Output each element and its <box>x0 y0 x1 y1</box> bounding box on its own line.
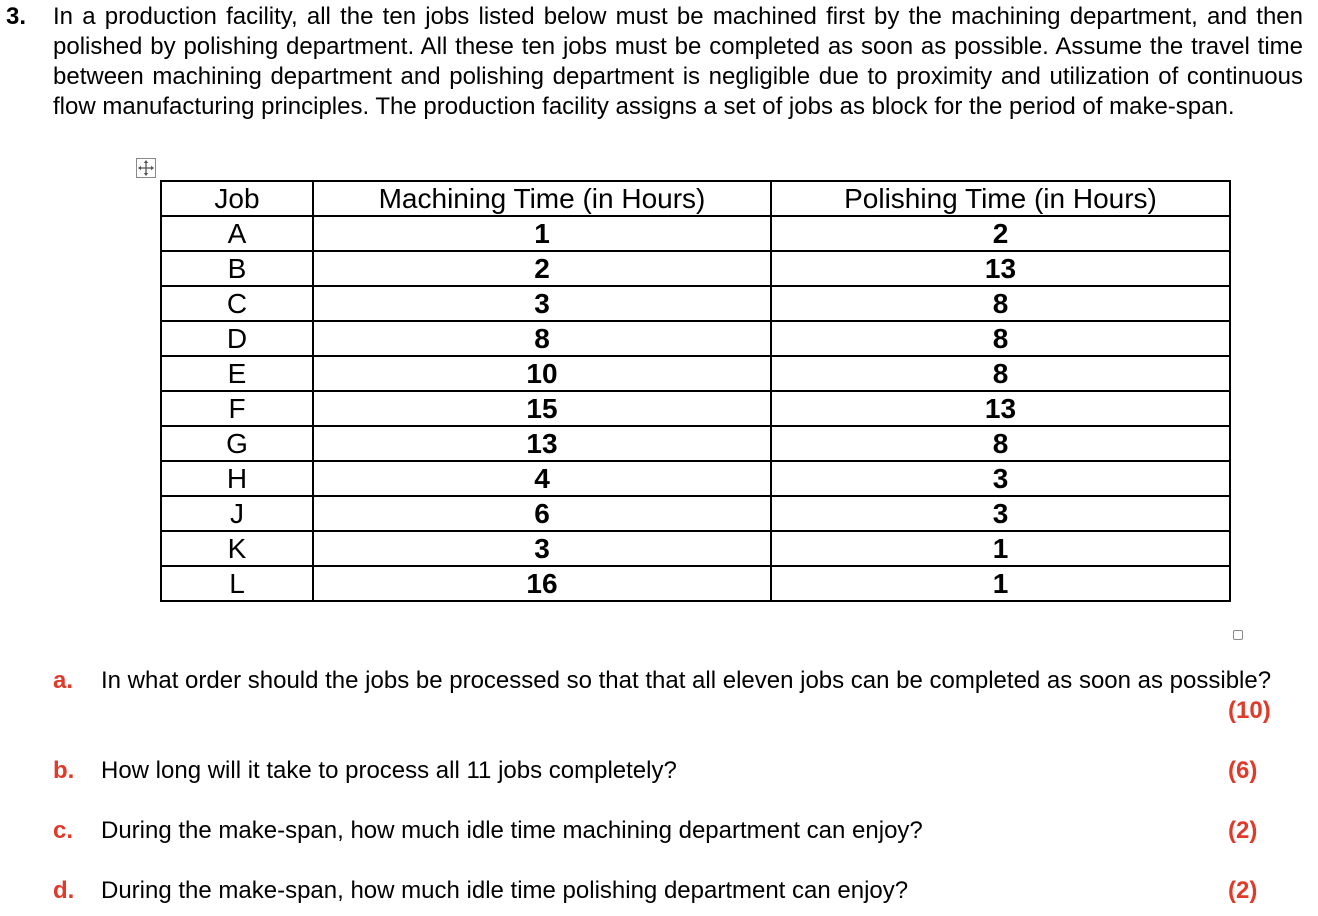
header-polishing-time: Polishing Time (in Hours) <box>771 181 1230 216</box>
job-cell: G <box>161 426 313 461</box>
machining-cell: 15 <box>313 391 771 426</box>
resize-handle-icon[interactable] <box>1233 630 1243 640</box>
job-cell: K <box>161 531 313 566</box>
subquestion-text: In what order should the jobs be processed so that that all eleven jobs can be completed as soon as possible? <box>101 667 1272 694</box>
polishing-cell: 13 <box>771 391 1230 426</box>
table-row <box>161 496 1230 531</box>
table-row <box>161 461 1230 496</box>
subquestion-d <box>53 876 1203 906</box>
machining-cell: 16 <box>313 566 771 601</box>
polishing-cell: 1 <box>771 566 1230 601</box>
subquestion-letter: d. <box>53 877 75 904</box>
machining-cell: 8 <box>313 321 771 356</box>
job-cell: D <box>161 321 313 356</box>
polishing-cell: 2 <box>771 216 1230 251</box>
polishing-cell: 8 <box>771 426 1230 461</box>
polishing-cell: 13 <box>771 251 1230 286</box>
subquestion-b <box>53 756 1203 786</box>
machining-cell: 3 <box>313 286 771 321</box>
job-cell: B <box>161 251 313 286</box>
polishing-cell: 1 <box>771 531 1230 566</box>
table-row <box>161 356 1230 391</box>
points-badge: (2) <box>1228 817 1258 844</box>
job-cell: J <box>161 496 313 531</box>
machining-cell: 10 <box>313 356 771 391</box>
question-number: 3. <box>6 3 27 30</box>
job-cell: A <box>161 216 313 251</box>
machining-cell: 4 <box>313 461 771 496</box>
subquestion-letter: a. <box>53 667 74 694</box>
subquestion-text: During the make-span, how much idle time polishing department can enjoy? <box>101 877 909 904</box>
polishing-cell: 8 <box>771 321 1230 356</box>
move-arrows-icon[interactable] <box>136 158 156 178</box>
subquestion-text: How long will it take to process all 11 jobs completely? <box>101 757 677 784</box>
job-cell: H <box>161 461 313 496</box>
table-row <box>161 426 1230 461</box>
points-badge: (6) <box>1228 757 1258 784</box>
header-job: Job <box>161 181 313 216</box>
points-badge: (2) <box>1228 877 1258 904</box>
table-row <box>161 391 1230 426</box>
table-row <box>161 216 1230 251</box>
polishing-cell: 8 <box>771 356 1230 391</box>
question-text: In a production facility, all the ten jobs listed below must be machined first by the machining department, and then polished by polishing department. All these ten jobs must be completed as soon as possible. Assume the travel time between machining department and polishing department is negligible due to proximity and utilization of continuous flow manufacturing principles. The production facility assigns a set of jobs as block for the period of make-span. <box>53 3 1303 120</box>
machining-cell: 1 <box>313 216 771 251</box>
subquestion-text: During the make-span, how much idle time machining department can enjoy? <box>101 817 923 844</box>
machining-cell: 13 <box>313 426 771 461</box>
table-row <box>161 531 1230 566</box>
table-row <box>161 251 1230 286</box>
machining-cell: 2 <box>313 251 771 286</box>
polishing-cell: 3 <box>771 461 1230 496</box>
jobs-table <box>160 180 1231 602</box>
job-cell: E <box>161 356 313 391</box>
job-cell: C <box>161 286 313 321</box>
job-cell: L <box>161 566 313 601</box>
table-row <box>161 286 1230 321</box>
machining-cell: 6 <box>313 496 771 531</box>
subquestion-a <box>53 666 1303 726</box>
job-cell: F <box>161 391 313 426</box>
table-row <box>161 321 1230 356</box>
subquestion-letter: b. <box>53 757 75 784</box>
polishing-cell: 8 <box>771 286 1230 321</box>
subquestion-letter: c. <box>53 817 74 844</box>
polishing-cell: 3 <box>771 496 1230 531</box>
points-badge: (10) <box>1228 697 1271 724</box>
header-machining-time: Machining Time (in Hours) <box>313 181 771 216</box>
table-header-row <box>161 181 1230 216</box>
machining-cell: 3 <box>313 531 771 566</box>
table-row <box>161 566 1230 601</box>
subquestion-c <box>53 816 1203 846</box>
